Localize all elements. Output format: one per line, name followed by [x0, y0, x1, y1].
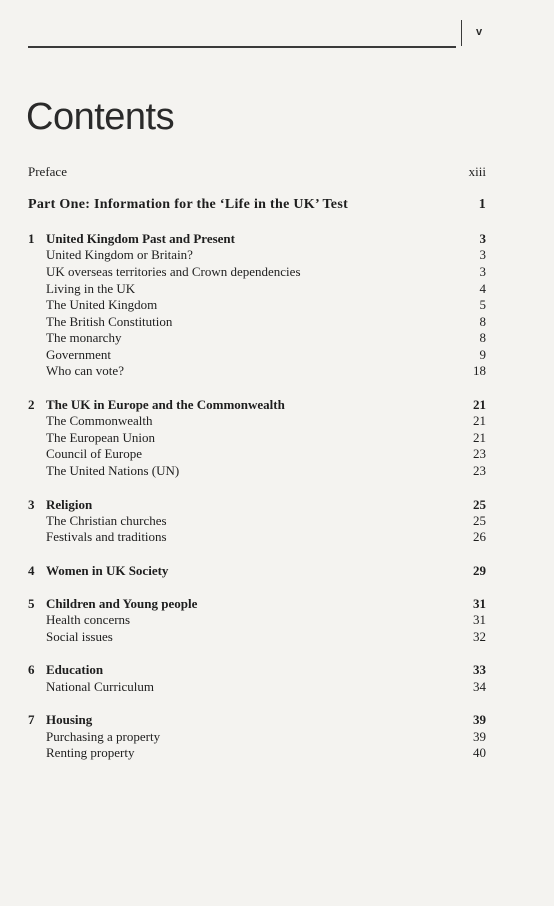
toc-entry-label: Housing — [46, 712, 93, 727]
toc-entry-label: Living in the UK — [46, 281, 136, 296]
toc-entry-label: Renting property — [46, 745, 135, 760]
toc-entry — [28, 463, 486, 479]
toc-entry-label: The British Constitution — [46, 314, 173, 329]
toc-entry-label: Who can vote? — [46, 363, 124, 378]
toc-entry-page: 40 — [473, 745, 486, 760]
toc-entry-label: Social issues — [46, 629, 113, 644]
toc-entry — [28, 745, 486, 761]
toc-entry-label: Children and Young people — [46, 596, 198, 611]
toc-entry-page: 31 — [473, 596, 486, 611]
toc-chapter — [28, 231, 486, 247]
toc-entry-page: 21 — [473, 397, 486, 412]
toc-entry-page: 3 — [479, 231, 486, 246]
toc-entry — [28, 729, 486, 745]
toc-entry — [28, 629, 486, 645]
toc-entry — [28, 347, 486, 363]
toc-entry-page: 21 — [473, 430, 486, 445]
toc-entry — [28, 164, 486, 180]
toc-entry-page: 39 — [473, 729, 486, 744]
toc-chapter-number: 2 — [28, 397, 35, 412]
toc-entry-page: 18 — [473, 363, 486, 378]
toc-chapter — [28, 596, 486, 612]
toc-entry — [28, 197, 486, 213]
toc-chapter — [28, 497, 486, 513]
toc-entry-label: The Commonwealth — [46, 413, 153, 428]
toc-entry-label: The UK in Europe and the Commonwealth — [46, 397, 285, 412]
toc-entry-page: 3 — [479, 247, 486, 262]
toc-entry-label: The United Nations (UN) — [46, 463, 180, 478]
toc-entry-page: 32 — [473, 629, 486, 644]
toc-entry-page: 29 — [473, 563, 486, 578]
toc-entry-label: Religion — [46, 497, 93, 512]
toc-chapter-number: 7 — [28, 712, 35, 727]
toc-entry — [28, 247, 486, 263]
toc-entry-page: 1 — [478, 197, 486, 212]
toc-chapter — [28, 662, 486, 678]
toc-chapter — [28, 563, 486, 579]
toc-entry-page: 26 — [473, 529, 486, 544]
toc-entry-page: 21 — [473, 413, 486, 428]
toc-entry-page: 8 — [479, 314, 486, 329]
toc-entry-label: Health concerns — [46, 612, 131, 627]
toc-entry-label: The monarchy — [46, 330, 122, 345]
toc-entry-page: 23 — [473, 463, 486, 478]
toc-entry — [28, 413, 486, 429]
toc-entry-page: 33 — [473, 662, 486, 677]
toc-entry — [28, 281, 486, 297]
toc-entry-page: 5 — [479, 297, 486, 312]
toc-entry — [28, 612, 486, 628]
header-rule — [28, 46, 456, 48]
toc-entry-label: Women in UK Society — [46, 563, 169, 578]
toc-entry-page: 25 — [473, 497, 486, 512]
toc-entry — [28, 679, 486, 695]
page-number: v — [476, 26, 483, 38]
toc-entry — [28, 264, 486, 280]
toc-entry-label: Education — [46, 662, 104, 677]
toc-entry-page: 8 — [479, 330, 486, 345]
toc-entry-label: United Kingdom Past and Present — [46, 231, 235, 246]
toc-entry-label: The Christian churches — [46, 513, 167, 528]
toc-entry-label: United Kingdom or Britain? — [46, 247, 193, 262]
toc-entry-label: Preface — [28, 164, 67, 179]
toc-entry-page: 31 — [473, 612, 486, 627]
toc-entry-page: xiii — [468, 164, 486, 179]
toc-entry-label: The United Kingdom — [46, 297, 158, 312]
toc-entry-label: National Curriculum — [46, 679, 154, 694]
toc-chapter-number: 3 — [28, 497, 35, 512]
toc-chapter — [28, 397, 486, 413]
toc-entry-page: 4 — [479, 281, 486, 296]
toc-entry-page: 23 — [473, 446, 486, 461]
toc-entry-page: 34 — [473, 679, 486, 694]
toc-entry-page: 3 — [479, 264, 486, 279]
header-divider — [461, 20, 462, 46]
toc-entry — [28, 297, 486, 313]
toc-chapter-number: 1 — [28, 231, 35, 246]
toc-entry — [28, 513, 486, 529]
toc-entry-label: Government — [46, 347, 111, 362]
toc-entry-label: Festivals and traditions — [46, 529, 167, 544]
toc-entry — [28, 446, 486, 462]
page-title: Contents — [26, 96, 175, 138]
toc-entry — [28, 363, 486, 379]
toc-entry-label: The European Union — [46, 430, 156, 445]
toc-entry-label: UK overseas territories and Crown dependencies — [46, 264, 301, 279]
toc-entry-label: Purchasing a property — [46, 729, 161, 744]
toc-chapter-number: 5 — [28, 596, 35, 611]
toc-entry — [28, 330, 486, 346]
toc-entry-label: Part One: Information for the ‘Life in the UK’ Test — [28, 197, 349, 212]
toc-entry — [28, 529, 486, 545]
toc-entry — [28, 430, 486, 446]
toc-entry-page: 9 — [479, 347, 486, 362]
toc-chapter-number: 6 — [28, 662, 35, 677]
toc-entry-page: 25 — [473, 513, 486, 528]
toc-chapter — [28, 712, 486, 728]
toc-entry-label: Council of Europe — [46, 446, 143, 461]
toc-entry — [28, 314, 486, 330]
toc-chapter-number: 4 — [28, 563, 35, 578]
toc-entry-page: 39 — [473, 712, 486, 727]
